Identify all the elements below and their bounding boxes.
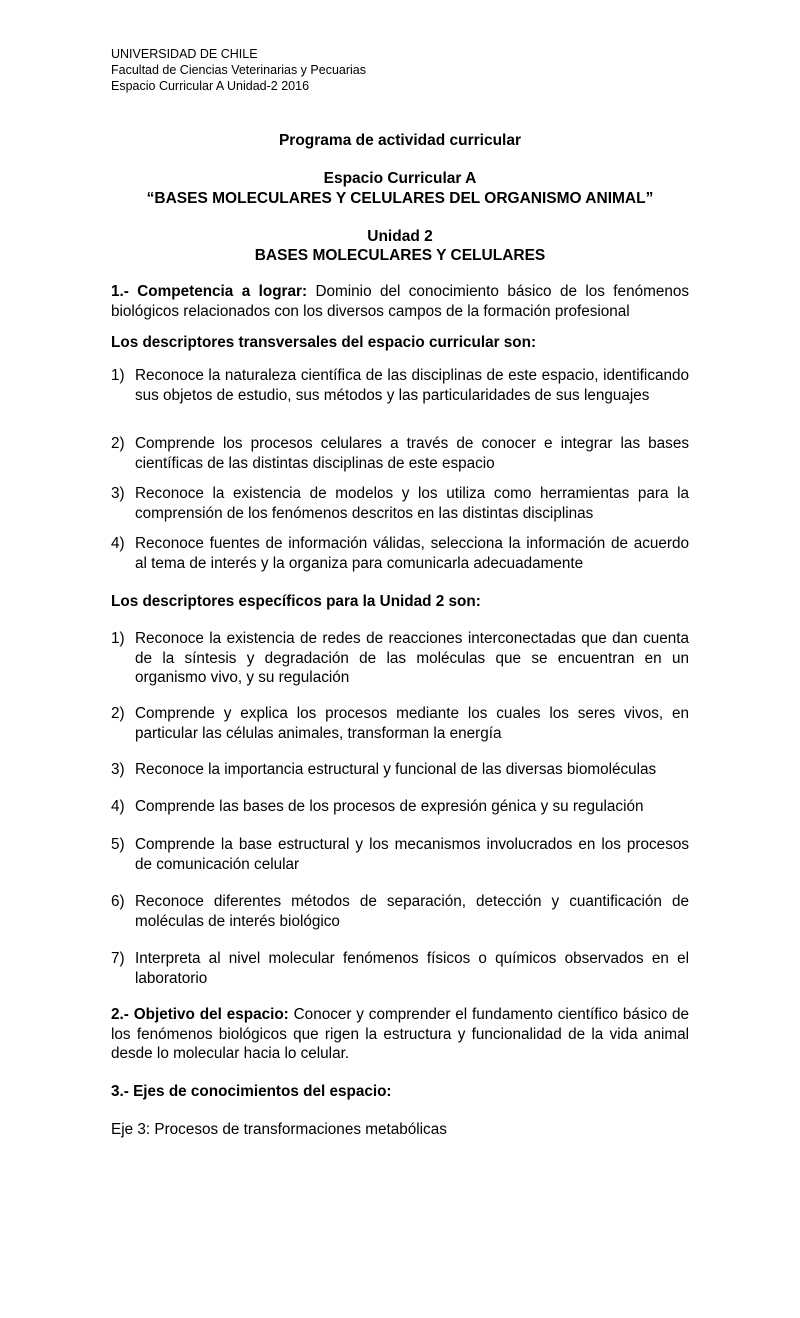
item-text: Reconoce la existencia de redes de reacciones interconectadas que dan cuenta de la síntesis y degradación de las moléculas que se encuentran en un organismo vivo, y su regulación [135, 630, 689, 686]
item-number: 3) [111, 485, 125, 502]
specific-item [111, 704, 689, 743]
axis-item: Eje 3: Procesos de transformaciones metabólicas [111, 1121, 447, 1138]
university-name: UNIVERSIDAD DE CHILE [111, 47, 258, 61]
specific-item [111, 760, 689, 780]
item-text: Reconoce diferentes métodos de separación, detección y cuantificación de moléculas de interés biológico [135, 893, 689, 930]
item-text: Interpreta al nivel molecular fenómenos físicos o químicos observados en el laboratorio [135, 950, 689, 987]
transversal-heading: Los descriptores transversales del espacio curricular son: [111, 334, 537, 351]
item-number: 5) [111, 836, 125, 853]
course-reference: Espacio Curricular A Unidad-2 2016 [111, 79, 310, 93]
item-number: 2) [111, 705, 125, 722]
specific-item [111, 835, 689, 874]
faculty-name: Facultad de Ciencias Veterinarias y Pecuarias [111, 63, 366, 77]
objective-label: 2.- Objetivo del espacio: [111, 1006, 289, 1023]
item-number: 6) [111, 893, 125, 910]
program-title: Programa de actividad curricular [278, 132, 522, 149]
item-text: Reconoce fuentes de información válidas, selecciona la información de acuerdo al tema de interés y la organiza para comunicarla adecuadamente [135, 535, 689, 572]
specific-item [111, 949, 689, 988]
item-number: 4) [111, 535, 125, 552]
transversal-item [111, 434, 689, 473]
space-title: Espacio Curricular A [323, 170, 477, 187]
transversal-item [111, 534, 689, 573]
objective-paragraph [111, 1005, 689, 1064]
item-text: Comprende y explica los procesos mediante los cuales los seres vivos, en particular las células animales, transforman la energía [135, 705, 689, 742]
item-number: 7) [111, 950, 125, 967]
item-number: 2) [111, 435, 125, 452]
specific-item [111, 797, 689, 817]
specific-item [111, 629, 689, 688]
competencia-paragraph [111, 282, 689, 321]
transversal-item [111, 484, 689, 523]
item-text: Comprende la base estructural y los mecanismos involucrados en los procesos de comunicación celular [135, 836, 689, 873]
document-header [111, 46, 366, 94]
objective-text: Conocer y comprender el fundamento científico básico de los fenómenos biológicos que rigen la estructura y funcionalidad de la vida animal desde lo molecular hacia lo celular. [111, 1006, 689, 1062]
item-number: 4) [111, 798, 125, 815]
item-text: Comprende los procesos celulares a través de conocer e integrar las bases científicas de las distintas disciplinas de este espacio [135, 435, 689, 472]
item-number: 1) [111, 367, 125, 384]
item-text: Reconoce la existencia de modelos y los utiliza como herramientas para la comprensión de los fenómenos descritos en las distintas disciplinas [135, 485, 689, 522]
competencia-text: Dominio del conocimiento básico de los fenómenos biológicos relacionados con los diversos campos de la formación profesional [111, 283, 689, 320]
item-text: Reconoce la importancia estructural y funcional de las diversas biomoléculas [135, 761, 657, 778]
specific-item [111, 892, 689, 931]
unit-name: BASES MOLECULARES Y CELULARES [254, 247, 546, 264]
space-name: “BASES MOLECULARES Y CELULARES DEL ORGANISMO ANIMAL” [146, 190, 654, 207]
transversal-item [111, 366, 689, 405]
item-number: 1) [111, 630, 125, 647]
specific-heading: Los descriptores específicos para la Unidad 2 son: [111, 593, 481, 610]
axes-heading: 3.- Ejes de conocimientos del espacio: [111, 1083, 392, 1100]
unit-title: Unidad 2 [367, 228, 433, 245]
item-text: Comprende las bases de los procesos de expresión génica y su regulación [135, 798, 644, 815]
competencia-label: 1.- Competencia a lograr: [111, 283, 308, 300]
item-text: Reconoce la naturaleza científica de las disciplinas de este espacio, identificando sus objetos de estudio, sus métodos y las particularidades de sus lenguajes [135, 367, 689, 404]
item-number: 3) [111, 761, 125, 778]
